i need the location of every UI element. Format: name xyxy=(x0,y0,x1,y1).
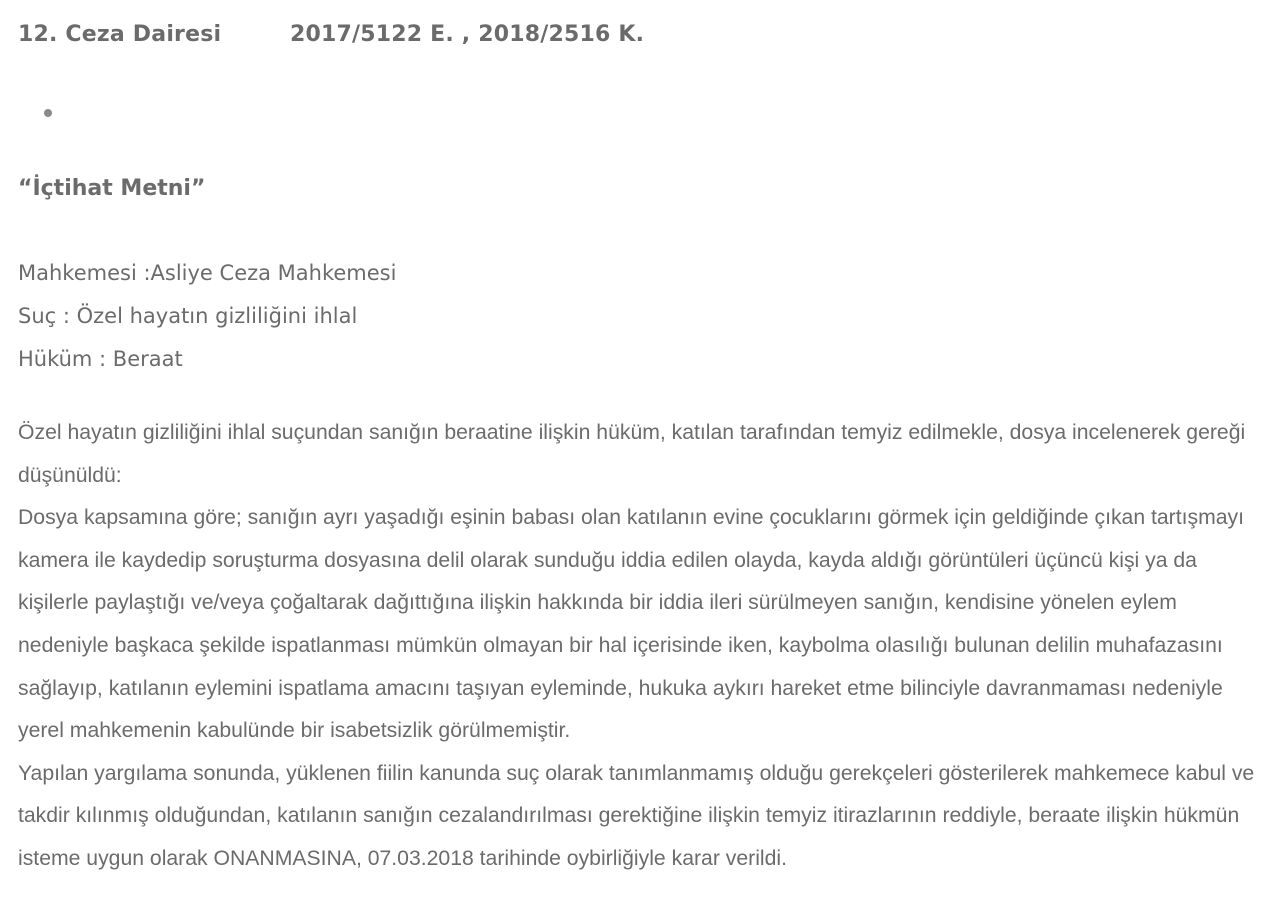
verdict-line: Hüküm : Beraat xyxy=(18,347,183,371)
body-paragraph: Yapılan yargılama sonunda, yüklenen fiilin kanunda suç olarak tanımlanmamış olduğu gerekçeleri gösterilerek mahkemece kabul ve takdir kılınmış olduğundan, katılanın sanığın cezalandırılması gerektiğine ilişkin temyiz itirazlarının reddiyle, beraate ilişkin hükmün isteme uygun olarak ONANMASINA, 07.03.2018 tarihinde oybirliğiyle karar verildi. xyxy=(18,761,1255,870)
body-paragraph: Dosya kapsamına göre; sanığın ayrı yaşadığı eşinin babası olan katılanın evine çocuklarını görmek için geldiğinde çıkan tartışmayı kamera ile kaydedip soruşturma dosyasına delil olarak sunduğu iddia edilen olayda, kayda aldığı görüntüleri üçüncü kişi ya da kişilerle paylaştığı ve/veya çoğaltarak dağıttığına ilişkin hakkında bir iddia ileri sürülmeyen sanığın, kendisine yönelen eylem nedeniyle başkaca şekilde ispatlanması mümkün olmayan bir hal içerisinde iken, kaybolma olasılığı bulunan delilin muhafazasını sağlayıp, katılanın eylemini ispatlama amacını taşıyan eyleminde, hukuka aykırı hareket etme bilinciyle davranmaması nedeniyle yerel mahkemenin kabulünde bir isabetsizlik görülmemiştir. xyxy=(18,506,1245,743)
court-type-line: Mahkemesi :Asliye Ceza Mahkemesi xyxy=(18,261,397,285)
section-title: “İçtihat Metni” xyxy=(18,176,206,201)
body-paragraph: Özel hayatın gizliliğini ihlal suçundan sanığın beraatine ilişkin hüküm, katılan tarafından temyiz edilmekle, dosya incelenerek gereği düşünüldü: xyxy=(18,421,1246,487)
case-meta xyxy=(18,252,396,381)
case-header xyxy=(18,22,644,47)
decision-body xyxy=(18,412,1268,881)
case-numbers: 2017/5122 E. , 2018/2516 K. xyxy=(290,22,645,47)
bullet-icon xyxy=(44,109,52,117)
court-name: 12. Ceza Dairesi xyxy=(18,22,222,47)
crime-line: Suç : Özel hayatın gizliliğini ihlal xyxy=(18,304,358,328)
